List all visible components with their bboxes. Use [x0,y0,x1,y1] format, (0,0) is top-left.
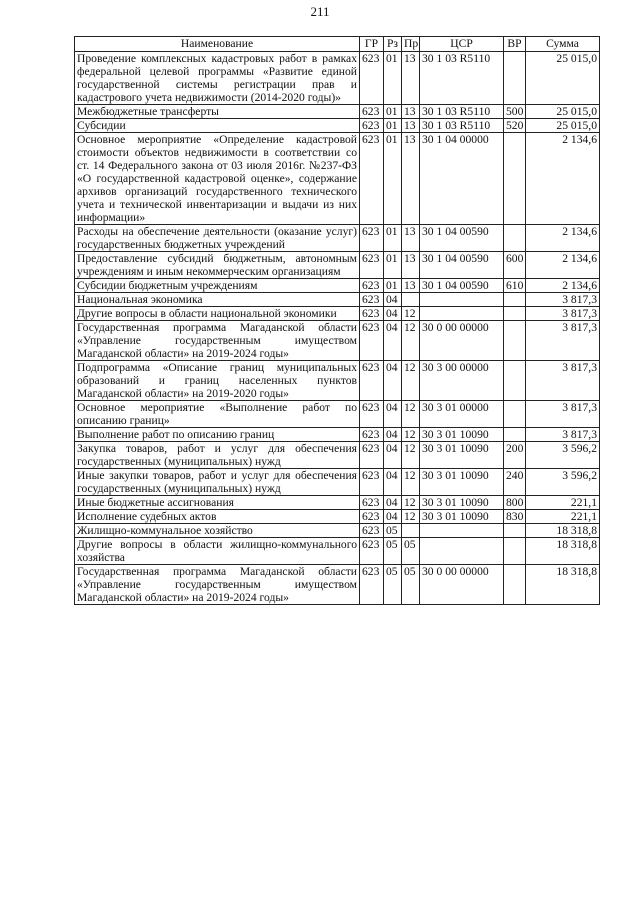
cell-vr: 830 [504,510,526,524]
page-number: 211 [310,4,330,19]
cell-name: Жилищно-коммунальное хозяйство [75,524,360,538]
cell-sum: 2 134,6 [526,133,600,225]
table-row [75,510,600,524]
cell-vr [504,307,526,321]
cell-sum: 25 015,0 [526,52,600,105]
cell-pr: 13 [402,279,420,293]
cell-sum: 18 318,8 [526,524,600,538]
cell-csr: 30 0 00 00000 [420,565,504,605]
cell-gr: 623 [360,510,384,524]
cell-rz: 01 [384,105,402,119]
cell-rz: 04 [384,307,402,321]
cell-sum: 18 318,8 [526,538,600,565]
cell-vr [504,538,526,565]
cell-rz: 01 [384,52,402,105]
cell-gr: 623 [360,279,384,293]
header-sum: Сумма [526,37,600,52]
cell-rz: 05 [384,565,402,605]
cell-pr: 13 [402,52,420,105]
cell-csr [420,538,504,565]
cell-sum: 3 817,3 [526,293,600,307]
cell-rz: 04 [384,442,402,469]
cell-pr: 12 [402,496,420,510]
cell-vr [504,52,526,105]
cell-sum: 3 817,3 [526,361,600,401]
cell-pr: 12 [402,469,420,496]
cell-vr: 500 [504,105,526,119]
header-name: Наименование [75,37,360,52]
table-row [75,133,600,225]
cell-rz: 04 [384,293,402,307]
cell-gr: 623 [360,565,384,605]
cell-sum: 3 817,3 [526,428,600,442]
cell-csr: 30 1 03 R5110 [420,105,504,119]
cell-sum: 3 817,3 [526,307,600,321]
header-vr: ВР [504,37,526,52]
cell-name: Расходы на обеспечение деятельности (оказание услуг) государственных бюджетных учреждений [75,225,360,252]
cell-gr: 623 [360,321,384,361]
cell-csr: 30 3 01 10090 [420,469,504,496]
cell-vr [504,401,526,428]
cell-csr: 30 3 00 00000 [420,361,504,401]
cell-rz: 05 [384,538,402,565]
cell-sum: 2 134,6 [526,225,600,252]
cell-name: Основное мероприятие «Выполнение работ по описанию границ» [75,401,360,428]
cell-gr: 623 [360,496,384,510]
cell-vr [504,293,526,307]
table-row [75,279,600,293]
cell-name: Национальная экономика [75,293,360,307]
cell-pr: 05 [402,565,420,605]
table-row [75,321,600,361]
cell-vr: 600 [504,252,526,279]
cell-gr: 623 [360,105,384,119]
cell-rz: 04 [384,321,402,361]
cell-gr: 623 [360,524,384,538]
cell-name: Закупка товаров, работ и услуг для обеспечения государственных (муниципальных) нужд [75,442,360,469]
cell-name: Иные закупки товаров, работ и услуг для обеспечения государственных (муниципальных) нужд [75,469,360,496]
cell-rz: 04 [384,401,402,428]
table-body [75,52,600,605]
cell-pr: 12 [402,361,420,401]
cell-name: Предоставление субсидий бюджетным, автономным учреждениям и иным некоммерческим организациям [75,252,360,279]
table-row [75,119,600,133]
cell-pr: 12 [402,401,420,428]
cell-name: Исполнение судебных актов [75,510,360,524]
cell-name: Субсидии бюджетным учреждениям [75,279,360,293]
cell-sum: 2 134,6 [526,252,600,279]
cell-sum: 3 817,3 [526,321,600,361]
cell-csr: 30 3 01 10090 [420,510,504,524]
cell-vr [504,361,526,401]
cell-rz: 04 [384,496,402,510]
cell-pr: 12 [402,510,420,524]
cell-vr: 520 [504,119,526,133]
cell-pr: 13 [402,225,420,252]
cell-pr: 13 [402,252,420,279]
cell-pr: 12 [402,321,420,361]
table-row [75,307,600,321]
cell-csr: 30 3 01 10090 [420,442,504,469]
cell-vr: 200 [504,442,526,469]
cell-pr: 13 [402,119,420,133]
cell-pr [402,293,420,307]
cell-sum: 18 318,8 [526,565,600,605]
cell-vr: 610 [504,279,526,293]
cell-vr [504,428,526,442]
table-row [75,293,600,307]
table-row [75,428,600,442]
cell-sum: 2 134,6 [526,279,600,293]
cell-rz: 01 [384,279,402,293]
table-row [75,52,600,105]
cell-csr [420,293,504,307]
cell-sum: 25 015,0 [526,119,600,133]
cell-gr: 623 [360,293,384,307]
cell-csr: 30 3 01 00000 [420,401,504,428]
cell-sum: 221,1 [526,496,600,510]
table-row [75,105,600,119]
table-row [75,496,600,510]
cell-rz: 04 [384,469,402,496]
table-row [75,524,600,538]
cell-pr: 12 [402,307,420,321]
cell-vr: 800 [504,496,526,510]
cell-csr: 30 1 04 00590 [420,252,504,279]
cell-name: Подпрограмма «Описание границ муниципальных образований и границ населенных пунктов Магаданской области» на 2019-2020 годы» [75,361,360,401]
cell-gr: 623 [360,133,384,225]
table-row [75,565,600,605]
table-row [75,401,600,428]
cell-csr [420,524,504,538]
cell-csr [420,307,504,321]
cell-name: Иные бюджетные ассигнования [75,496,360,510]
cell-gr: 623 [360,361,384,401]
cell-csr: 30 1 03 R5110 [420,119,504,133]
cell-name: Другие вопросы в области жилищно-коммунального хозяйства [75,538,360,565]
cell-gr: 623 [360,307,384,321]
cell-rz: 04 [384,361,402,401]
cell-name: Выполнение работ по описанию границ [75,428,360,442]
cell-gr: 623 [360,538,384,565]
table-row [75,225,600,252]
header-csr: ЦСР [420,37,504,52]
cell-vr [504,225,526,252]
cell-name: Другие вопросы в области национальной экономики [75,307,360,321]
cell-gr: 623 [360,469,384,496]
header-rz: Рз [384,37,402,52]
cell-pr [402,524,420,538]
table-row [75,252,600,279]
cell-csr: 30 0 00 00000 [420,321,504,361]
cell-gr: 623 [360,252,384,279]
table-header-row [75,37,600,52]
cell-csr: 30 3 01 10090 [420,496,504,510]
cell-name: Государственная программа Магаданской области «Управление государственным имуществом Магаданской области» на 2019-2024 годы» [75,321,360,361]
cell-gr: 623 [360,428,384,442]
cell-csr: 30 1 04 00000 [420,133,504,225]
cell-gr: 623 [360,52,384,105]
cell-gr: 623 [360,442,384,469]
cell-pr: 13 [402,133,420,225]
table-row [75,361,600,401]
cell-gr: 623 [360,225,384,252]
cell-name: Проведение комплексных кадастровых работ в рамках федеральной целевой программы «Развитие единой государственной системы регистрации прав и кадастрового учета недвижимости (2014-2020 годы)» [75,52,360,105]
cell-csr: 30 3 01 10090 [420,428,504,442]
cell-vr [504,133,526,225]
cell-name: Межбюджетные трансферты [75,105,360,119]
cell-csr: 30 1 03 R5110 [420,52,504,105]
cell-pr: 12 [402,442,420,469]
cell-sum: 221,1 [526,510,600,524]
cell-vr: 240 [504,469,526,496]
cell-pr: 12 [402,428,420,442]
cell-vr [504,565,526,605]
cell-rz: 04 [384,428,402,442]
budget-table [74,36,600,605]
table-row [75,469,600,496]
cell-sum: 3 596,2 [526,442,600,469]
table-row [75,538,600,565]
table-row [75,442,600,469]
header-pr: Пр [402,37,420,52]
cell-vr [504,524,526,538]
cell-sum: 3 596,2 [526,469,600,496]
cell-rz: 01 [384,133,402,225]
cell-rz: 04 [384,510,402,524]
cell-name: Государственная программа Магаданской области «Управление государственным имуществом Магаданской области» на 2019-2024 годы» [75,565,360,605]
cell-vr [504,321,526,361]
cell-gr: 623 [360,401,384,428]
cell-rz: 05 [384,524,402,538]
cell-pr: 05 [402,538,420,565]
cell-csr: 30 1 04 00590 [420,225,504,252]
cell-rz: 01 [384,119,402,133]
cell-pr: 13 [402,105,420,119]
header-gr: ГР [360,37,384,52]
cell-name: Субсидии [75,119,360,133]
cell-csr: 30 1 04 00590 [420,279,504,293]
cell-gr: 623 [360,119,384,133]
cell-name: Основное мероприятие «Определение кадастровой стоимости объектов недвижимости в соответствии со ст. 14 Федерального закона от 03 июля 2016г. №237-ФЗ «О государственной кадастровой оценке», содержание архивов организаций государственного технического учета и технической инвентаризации и выдачи из них информации» [75,133,360,225]
cell-sum: 3 817,3 [526,401,600,428]
cell-rz: 01 [384,225,402,252]
cell-rz: 01 [384,252,402,279]
cell-sum: 25 015,0 [526,105,600,119]
